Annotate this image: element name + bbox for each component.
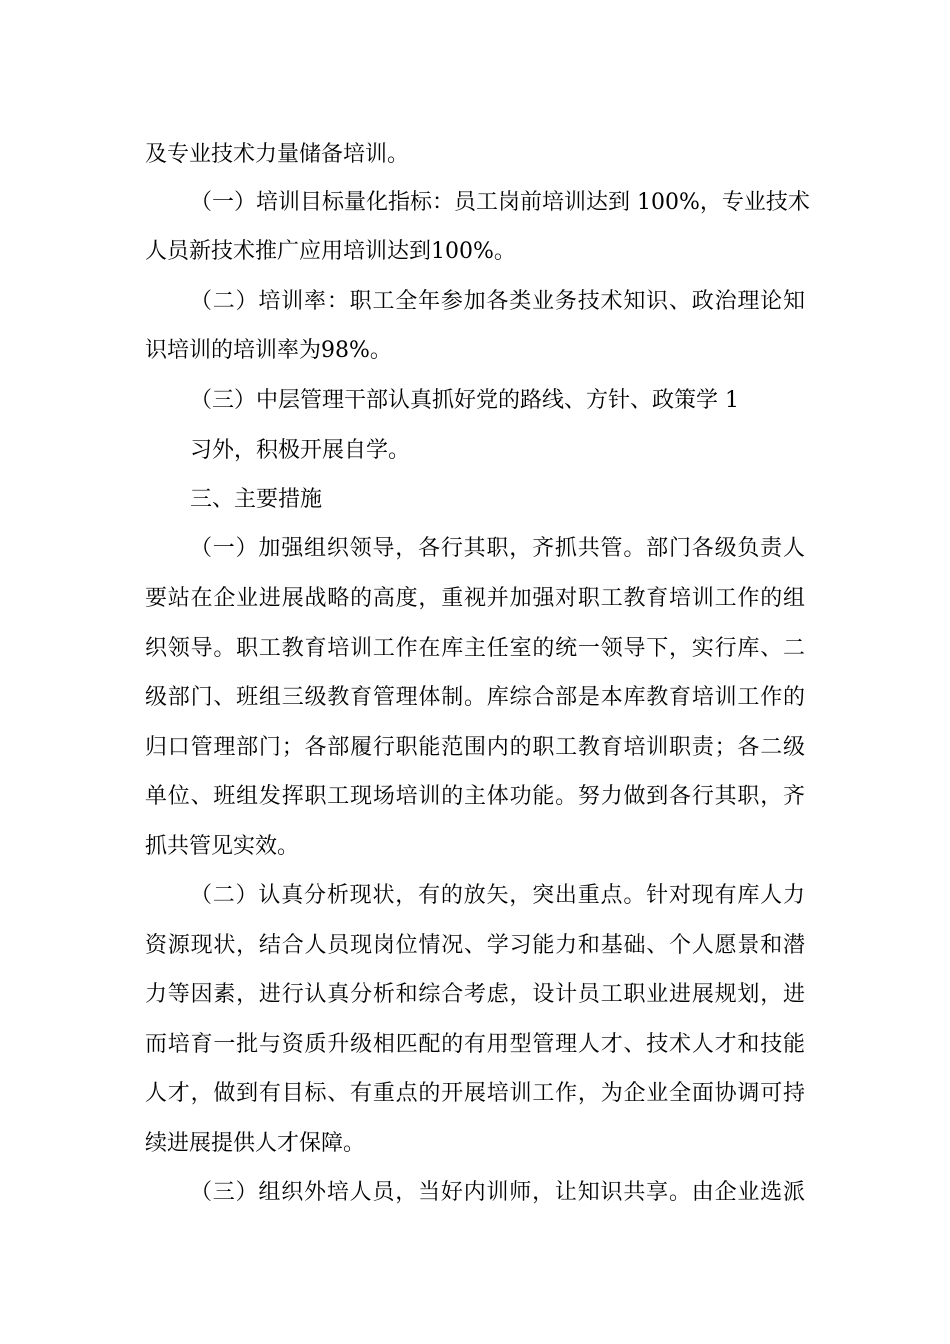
section-heading: 三、主要措施 — [190, 487, 323, 512]
text-line: 识培训的培训率为98%。 — [145, 338, 392, 363]
text-line: （三）组织外培人员，当好内训师，让知识共享。由企业选派 — [190, 1180, 805, 1205]
text-line: 归口管理部门；各部履行职能范围内的职工教育培训职责；各二级 — [145, 735, 805, 760]
text-line: 而培育一批与资质升级相匹配的有用型管理人才、技术人才和技能 — [145, 1032, 805, 1057]
text-line: （二）培训率：职工全年参加各类业务技术知识、政治理论知 — [190, 289, 805, 314]
text-line: 级部门、班组三级教育管理体制。库综合部是本库教育培训工作的 — [145, 685, 805, 710]
text-line: 续进展提供人才保障。 — [145, 1131, 366, 1156]
text-line: 力等因素，进行认真分析和综合考虑，设计员工职业进展规划，进 — [145, 982, 805, 1007]
text-line: 及专业技术力量储备培训。 — [145, 142, 410, 167]
text-line: 单位、班组发挥职工现场培训的主体功能。努力做到各行其职，齐 — [145, 784, 805, 809]
text-line: 人员新技术推广应用培训达到100%。 — [145, 239, 516, 264]
text-line: 织领导。职工教育培训工作在库主任室的统一领导下，实行库、二 — [145, 636, 805, 661]
text-line: （一）加强组织领导，各行其职，齐抓共管。部门各级负责人 — [190, 536, 805, 561]
text-line: 习外，积极开展自学。 — [190, 438, 411, 463]
text-line: （二）认真分析现状，有的放矢，突出重点。针对现有库人力 — [190, 883, 805, 908]
text-line: 抓共管见实效。 — [145, 834, 300, 859]
text-line: 要站在企业进展战略的高度，重视并加强对职工教育培训工作的组 — [145, 586, 805, 611]
text-line: （三）中层管理干部认真抓好党的路线、方针、政策学 1 — [190, 388, 739, 413]
text-line: 人才，做到有目标、有重点的开展培训工作，为企业全面协调可持 — [145, 1081, 805, 1106]
text-line: （一）培训目标量化指标：员工岗前培训达到 100%，专业技术 — [190, 190, 810, 215]
text-line: 资源现状，结合人员现岗位情况、学习能力和基础、个人愿景和潜 — [145, 933, 805, 958]
